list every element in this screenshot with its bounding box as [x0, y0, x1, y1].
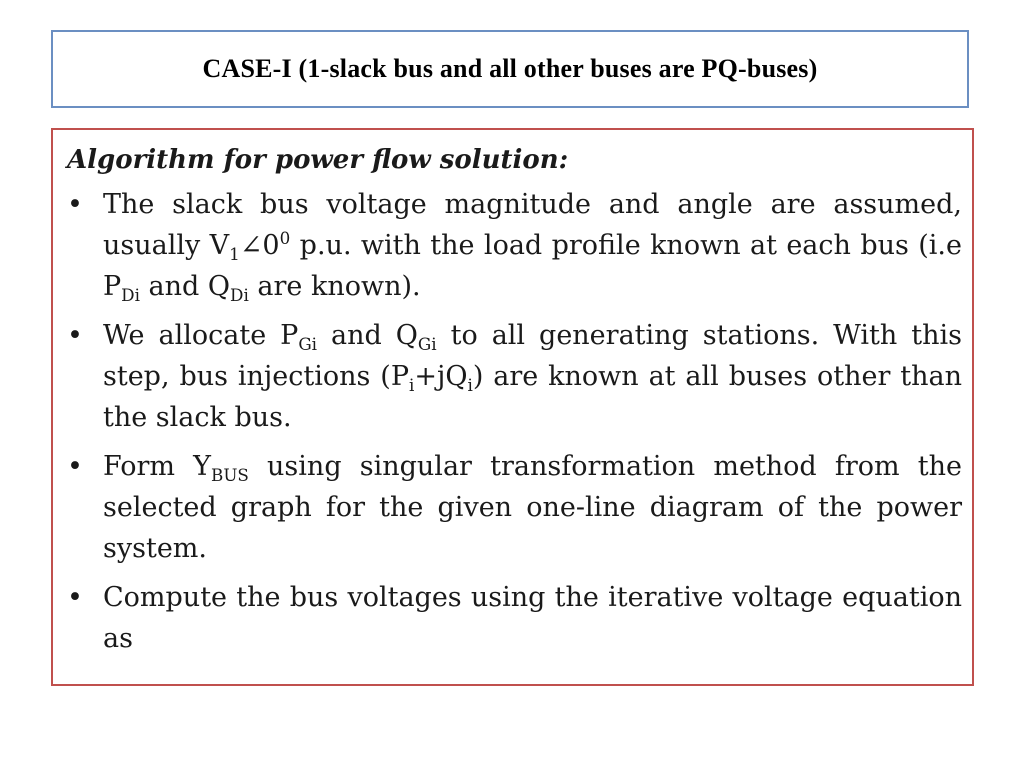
subscript: Di [121, 284, 140, 305]
text-segment: to all generating stations. With this step, bus injections (P [103, 320, 962, 392]
subscript: Gi [298, 333, 318, 354]
superscript: 0 [279, 227, 291, 248]
bullet-item-allocate [67, 315, 962, 438]
text-segment: We allocate P [103, 320, 299, 351]
bullet-item-slack-bus [67, 184, 962, 307]
slide-title: CASE-I (1-slack bus and all other buses are PQ-buses) [202, 54, 818, 83]
subscript: BUS [211, 464, 249, 485]
text-segment: are known). [248, 271, 421, 302]
section-heading: Algorithm for power flow solution: [67, 145, 569, 175]
text-segment: The slack bus voltage magnitude and angle are assumed, usually V [103, 189, 962, 261]
bullet-icon: • [67, 582, 83, 613]
bullet-icon: • [67, 451, 83, 482]
content-box [51, 128, 974, 686]
bullet-list [67, 184, 962, 659]
text-segment: using singular transformation method from the selected graph for the given one-line diagram of the power system. [103, 451, 962, 564]
subscript: Gi [417, 333, 437, 354]
text-segment: ) are known at all buses other than the slack bus. [103, 361, 962, 433]
bullet-icon: • [67, 189, 83, 220]
text-segment: Form Y [103, 451, 212, 482]
subscript: i [408, 374, 415, 395]
text-segment: +jQ [414, 361, 468, 392]
text-segment: and Q [139, 271, 231, 302]
text-segment: and Q [317, 320, 418, 351]
text-segment: p.u. with the load profile known at each bus (i.e P [103, 230, 962, 302]
subscript: 1 [229, 243, 240, 264]
subscript: i [467, 374, 473, 395]
title-box [51, 30, 969, 108]
text-segment: ∠0 [239, 230, 280, 261]
subscript: Di [230, 284, 249, 305]
text-segment: Compute the bus voltages using the iterative voltage equation as [103, 582, 962, 654]
bullet-item-form-ybus [67, 446, 962, 569]
bullet-item-compute [67, 577, 962, 659]
bullet-icon: • [67, 320, 83, 351]
